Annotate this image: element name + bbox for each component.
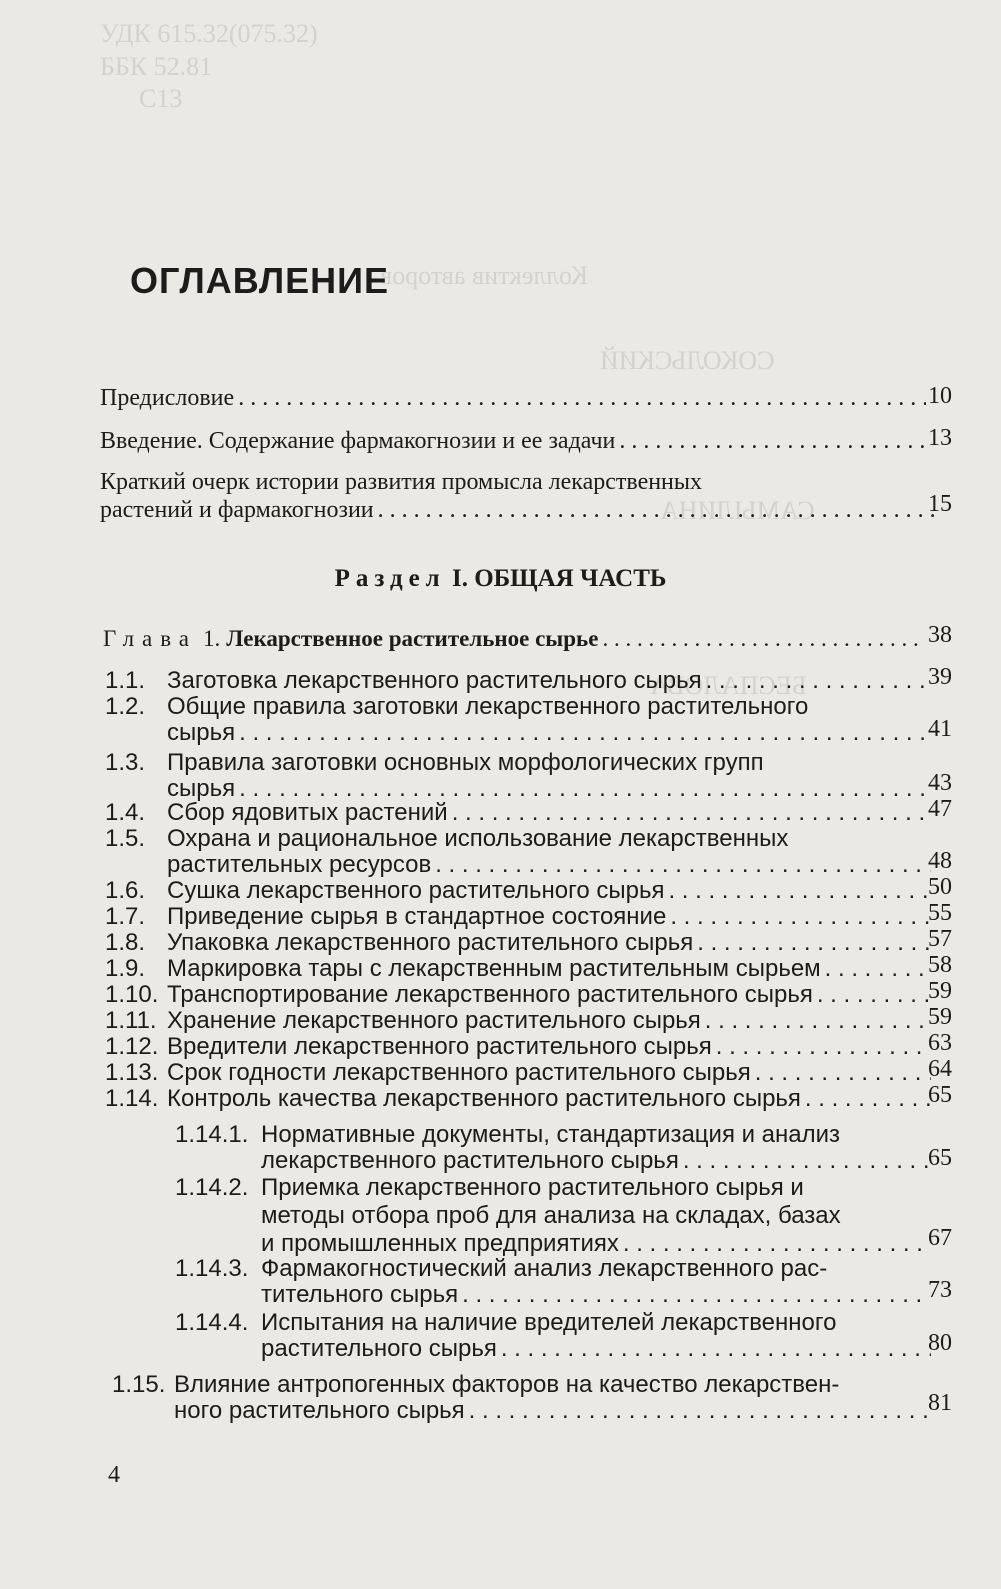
dot-leader — [623, 1230, 931, 1258]
item-number: 1.11. — [105, 1007, 157, 1034]
toc-page-number: 50 — [928, 874, 952, 900]
toc-item — [112, 1372, 937, 1424]
dot-leader — [238, 385, 926, 411]
item-number: 1.14.4. — [175, 1309, 249, 1336]
toc-page-number: 39 — [928, 664, 952, 690]
chapter-title: Лекарственное растительное сырье — [226, 626, 599, 651]
item-number: 1.14.3. — [175, 1255, 249, 1282]
toc-page-number: 63 — [928, 1030, 952, 1056]
item-number: 1.4. — [105, 799, 146, 826]
toc-subitem — [175, 1174, 935, 1258]
dot-leader — [668, 878, 931, 904]
toc-page-number: 48 — [928, 848, 952, 874]
dot-leader — [469, 1398, 933, 1424]
item-title: Упаковка лекарственного растительного сырья — [167, 929, 694, 956]
toc-page-number: 65 — [928, 1145, 952, 1171]
item-number: 1.15. — [112, 1371, 166, 1398]
chapter-number: 1. — [203, 626, 221, 651]
dot-leader — [462, 1282, 931, 1308]
dot-leader — [602, 626, 919, 652]
item-title: Транспортирование лекарственного растительного сырья — [167, 981, 813, 1008]
toc-page-number: 59 — [928, 1004, 952, 1030]
show-through-text: УДК 615.32(075.32) ББК 52.81 С13 — [100, 19, 318, 113]
item-number: 1.14.1. — [175, 1121, 249, 1148]
item-title: Заготовка лекарственного растительного сырья — [167, 667, 702, 694]
item-title: Влияние антропогенных факторов на качество лекарствен- — [174, 1371, 840, 1398]
item-title: Сушка лекарственного растительного сырья — [167, 877, 665, 904]
toc-item — [105, 668, 935, 694]
dot-leader — [239, 720, 931, 746]
toc-item — [105, 1034, 935, 1060]
toc-page-number: 59 — [928, 978, 952, 1004]
toc-item — [105, 694, 935, 746]
dot-leader — [805, 1086, 931, 1112]
item-number: 1.7. — [105, 903, 146, 930]
item-number: 1.2. — [105, 693, 146, 720]
show-through-text: Коллектив авторов — [380, 261, 588, 290]
toc-item — [105, 826, 935, 878]
item-number: 1.6. — [105, 877, 146, 904]
section-title: I. ОБЩАЯ ЧАСТЬ — [445, 565, 667, 592]
item-title: Нормативные документы, стандартизация и анализ — [261, 1121, 841, 1148]
toc-page-number: 38 — [928, 622, 952, 648]
toc-page-number: 47 — [928, 796, 952, 822]
item-title: Сбор ядовитых растений — [167, 799, 448, 826]
page-number: 4 — [108, 1462, 120, 1488]
item-title: Правила заготовки основных морфологических групп — [167, 749, 764, 776]
item-title: Приведение сырья в стандартное состояние — [167, 903, 667, 930]
dot-leader — [435, 852, 931, 878]
item-title: методы отбора проб для анализа на складах, базах — [261, 1202, 841, 1229]
toc-page-number: 73 — [928, 1277, 952, 1303]
dot-leader — [705, 1008, 931, 1034]
toc-page-number: 80 — [928, 1330, 952, 1356]
toc-item — [105, 904, 935, 930]
dot-leader — [697, 930, 931, 956]
toc-entry — [100, 385, 930, 411]
item-title: Испытания на наличие вредителей лекарственного — [261, 1309, 837, 1336]
dot-leader — [755, 1060, 931, 1086]
toc-page-number: 81 — [928, 1390, 952, 1416]
dot-leader — [683, 1148, 931, 1174]
item-title: Общие правила заготовки лекарственного растительного — [167, 693, 809, 720]
toc-item — [105, 750, 935, 802]
toc-item — [105, 1086, 935, 1112]
dot-leader — [825, 956, 931, 982]
toc-entry — [100, 468, 940, 524]
item-title: Приемка лекарственного растительного сырья и — [261, 1174, 804, 1201]
item-number: 1.14.2. — [175, 1174, 249, 1201]
toc-item — [105, 1008, 935, 1034]
dot-leader — [716, 1034, 931, 1060]
item-title: сырья — [167, 719, 236, 746]
toc-subitem — [175, 1256, 935, 1308]
section-prefix: Раздел — [334, 565, 446, 592]
dot-leader — [817, 982, 931, 1008]
toc-item — [105, 982, 935, 1008]
toc-item — [105, 878, 935, 904]
section-heading — [0, 565, 1001, 593]
item-title: Охрана и рациональное использование лекарственных — [167, 825, 789, 852]
item-number: 1.5. — [105, 825, 146, 852]
item-title: Хранение лекарственного растительного сырья — [167, 1007, 701, 1034]
toc-page-number: 13 — [928, 425, 952, 451]
toc-page-number: 41 — [928, 716, 952, 742]
item-title: Маркировка тары с лекарственным растительным сырьем — [167, 955, 821, 982]
toc-entry-title: Предисловие — [100, 385, 235, 411]
toc-entry-title: растений и фармакогнозии — [100, 497, 374, 523]
show-through-text: САМЫЛИНА — [660, 496, 815, 525]
toc-page-number: 65 — [928, 1082, 952, 1108]
toc-item — [105, 930, 935, 956]
dot-leader — [501, 1336, 931, 1362]
toc-heading: ОГЛАВЛЕНИЕ — [130, 260, 390, 301]
item-number: 1.1. — [105, 667, 146, 694]
toc-page-number: 43 — [928, 770, 952, 796]
toc-page-number: 15 — [928, 491, 952, 517]
item-title: тительного сырья — [261, 1281, 459, 1308]
item-number: 1.12. — [105, 1033, 159, 1060]
dot-leader — [706, 668, 931, 694]
item-title: растительных ресурсов — [167, 851, 432, 878]
item-number: 1.13. — [105, 1059, 159, 1086]
item-title: ного растительного сырья — [174, 1397, 465, 1424]
toc-subitem — [175, 1310, 935, 1362]
item-number: 1.8. — [105, 929, 146, 956]
toc-item — [105, 1060, 935, 1086]
toc-item — [105, 800, 935, 826]
chapter-prefix: Глава — [103, 626, 198, 651]
dot-leader — [619, 428, 926, 454]
item-title: Срок годности лекарственного растительного сырья — [167, 1059, 751, 1086]
item-title: Фармакогностический анализ лекарственного рас- — [261, 1255, 828, 1282]
item-number: 1.14. — [105, 1085, 159, 1112]
item-title: Контроль качества лекарственного растительного сырья — [167, 1085, 801, 1112]
item-number: 1.9. — [105, 955, 146, 982]
item-title: растительного сырья — [261, 1335, 497, 1362]
item-title: Вредители лекарственного растительного сырья — [167, 1033, 712, 1060]
dot-leader — [378, 496, 936, 524]
toc-page-number: 64 — [928, 1056, 952, 1082]
item-title: и промышленных предприятиях — [261, 1230, 619, 1257]
chapter-entry — [103, 626, 923, 652]
item-title: сырья — [167, 775, 236, 802]
item-number: 1.3. — [105, 749, 146, 776]
toc-entry-title: Краткий очерк истории развития промысла лекарственных — [100, 469, 703, 495]
toc-entry — [100, 428, 930, 454]
show-through-text: СОКОЛЬСКИЙ — [600, 346, 775, 375]
dot-leader — [452, 800, 931, 826]
toc-subitem — [175, 1122, 935, 1174]
toc-page-number: 10 — [928, 383, 952, 409]
item-title: лекарственного растительного сырья — [261, 1147, 679, 1174]
toc-page-number: 55 — [928, 900, 952, 926]
toc-item — [105, 956, 935, 982]
toc-page-number: 57 — [928, 926, 952, 952]
toc-entry-title: Введение. Содержание фармакогнозии и ее задачи — [100, 428, 616, 454]
show-through-text: БЕСПАЛОВА — [650, 671, 807, 700]
dot-leader — [670, 904, 931, 930]
item-number: 1.10. — [105, 981, 159, 1008]
toc-page-number: 67 — [928, 1225, 952, 1251]
toc-page-number: 58 — [928, 952, 952, 978]
